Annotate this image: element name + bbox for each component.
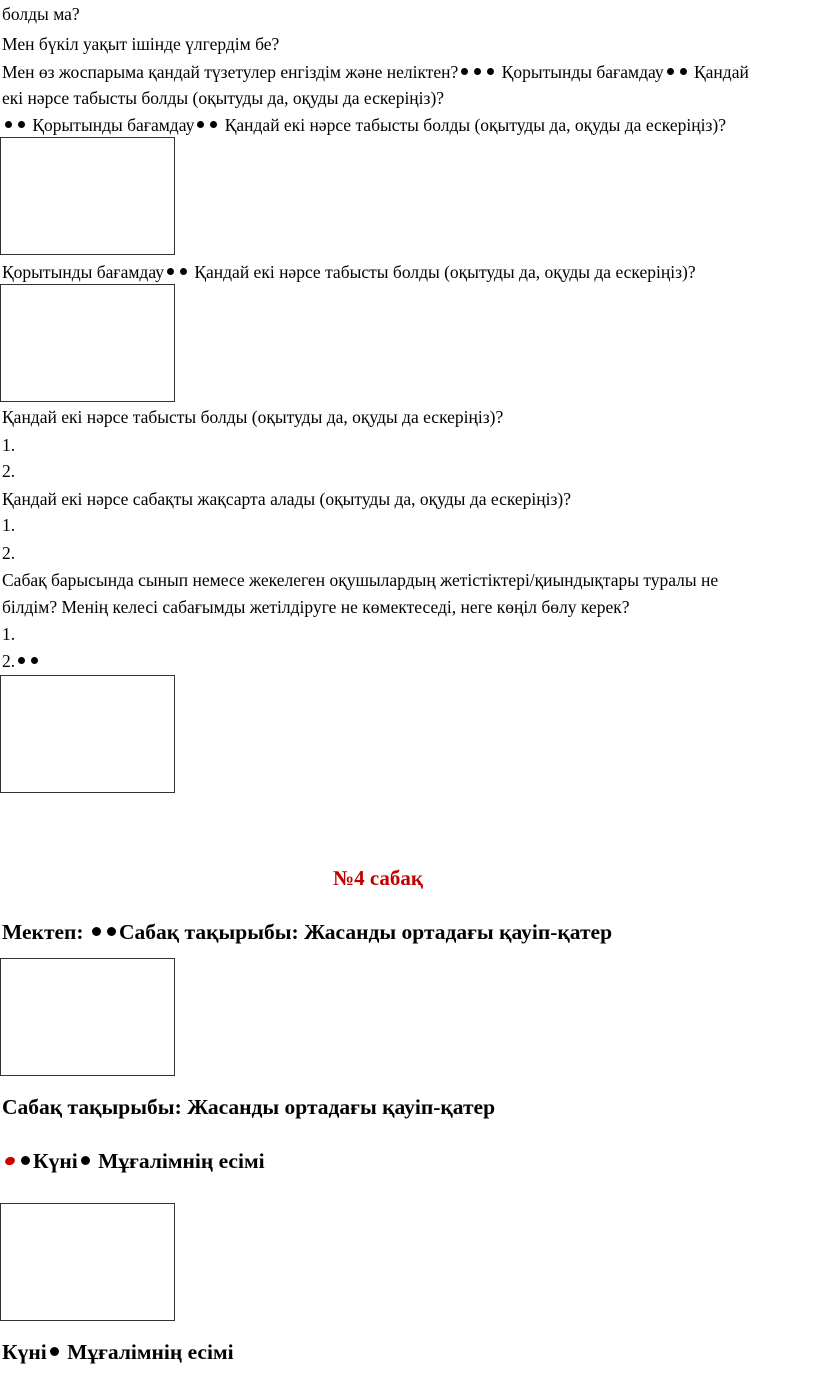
topic-line: Сабақ тақырыбы: Жасанды ортадағы қауіп-қатер — [118, 920, 613, 944]
lesson-title: №4 сабақ — [332, 866, 424, 890]
text-line-6 — [2, 260, 696, 284]
text-line-3-part-c: Қандай — [693, 62, 749, 82]
teacher-label: Мұғалімнің есімі — [98, 1149, 265, 1173]
day-label: Күні — [33, 1149, 78, 1173]
text-line-8: Қандай екі нәрсе сабақты жақсарта алады (оқытуды да, оқуды да ескеріңіз)? — [2, 489, 572, 509]
school-label: Мектеп: — [2, 920, 84, 944]
list-number-2 — [2, 649, 41, 673]
bullet-icon — [18, 657, 25, 664]
day-label-2: Күні — [2, 1340, 47, 1364]
list-number-2: 2. — [2, 543, 16, 563]
list-number-1: 1. — [2, 515, 16, 535]
day-teacher-heading — [2, 1147, 265, 1175]
text-line-9: Сабақ барысында сынып немесе жекелеген оқушылардың жетістіктері/қиындықтары туралы не — [2, 570, 719, 590]
text-line-4: екі нәрсе табысты болды (оқытуды да, оқуды да ескеріңіз)? — [2, 88, 445, 108]
image-placeholder-box — [0, 284, 175, 402]
bullet-icon — [667, 68, 674, 75]
list-number-2: 2. — [2, 461, 16, 481]
bullet-icon — [180, 268, 187, 275]
bullet-icon — [210, 121, 217, 128]
image-placeholder-box — [0, 1203, 175, 1321]
bullet-icon — [50, 1347, 59, 1356]
image-placeholder-box — [0, 675, 175, 793]
text-line-6-part-a: Қорытынды бағамдау — [2, 262, 164, 282]
list-number-1: 1. — [2, 435, 16, 455]
topic-heading: Сабақ тақырыбы: Жасанды ортадағы қауіп-қатер — [2, 1095, 496, 1119]
bullet-icon — [474, 68, 481, 75]
text-line-5-part-a: Қорытынды бағамдау — [32, 115, 195, 135]
text-line-3 — [2, 60, 749, 84]
bullet-icon — [197, 121, 204, 128]
day-teacher-heading-2 — [2, 1338, 234, 1366]
text-line-6-part-b: Қандай екі нәрсе табысты болды (оқытуды да, оқуды да ескеріңіз)? — [194, 262, 696, 282]
text-line-5-part-b: Қандай екі нәрсе табысты болды (оқытуды да, оқуды да ескеріңіз)? — [224, 115, 726, 135]
school-topic-heading — [2, 918, 612, 946]
bullet-icon — [107, 927, 116, 936]
bullet-icon — [680, 68, 687, 75]
bullet-icon — [92, 927, 101, 936]
bullet-icon — [487, 68, 494, 75]
text-line-3-part-a: Мен өз жоспарыма қандай түзетулер енгіздім және неліктен? — [2, 62, 459, 82]
bullet-icon — [31, 657, 38, 664]
text-line-1: болды ма? — [2, 4, 80, 24]
bullet-icon — [81, 1156, 90, 1165]
text-line-5 — [2, 113, 726, 137]
text-line-2: Мен бүкіл уақыт ішінде үлгердім бе? — [2, 34, 280, 54]
image-placeholder-box — [0, 958, 175, 1076]
bullet-icon — [167, 268, 174, 275]
bullet-icon — [5, 121, 12, 128]
bullet-icon — [18, 121, 25, 128]
bullet-icon — [461, 68, 468, 75]
list-number-1: 1. — [2, 624, 16, 644]
image-placeholder-box — [0, 137, 175, 255]
text-line-3-part-b: Қорытынды бағамдау — [501, 62, 664, 82]
text-line-7: Қандай екі нәрсе табысты болды (оқытуды да, оқуды да ескеріңіз)? — [2, 407, 504, 427]
list-number-2-label: 2. — [2, 651, 16, 671]
bullet-icon — [21, 1156, 30, 1165]
teacher-label-2: Мұғалімнің есімі — [67, 1340, 234, 1364]
red-bullet-icon — [4, 1156, 16, 1167]
text-line-10: білдім? Менің келесі сабағымды жетілдіруге не көмектеседі, неге көңіл бөлу керек? — [2, 597, 630, 617]
